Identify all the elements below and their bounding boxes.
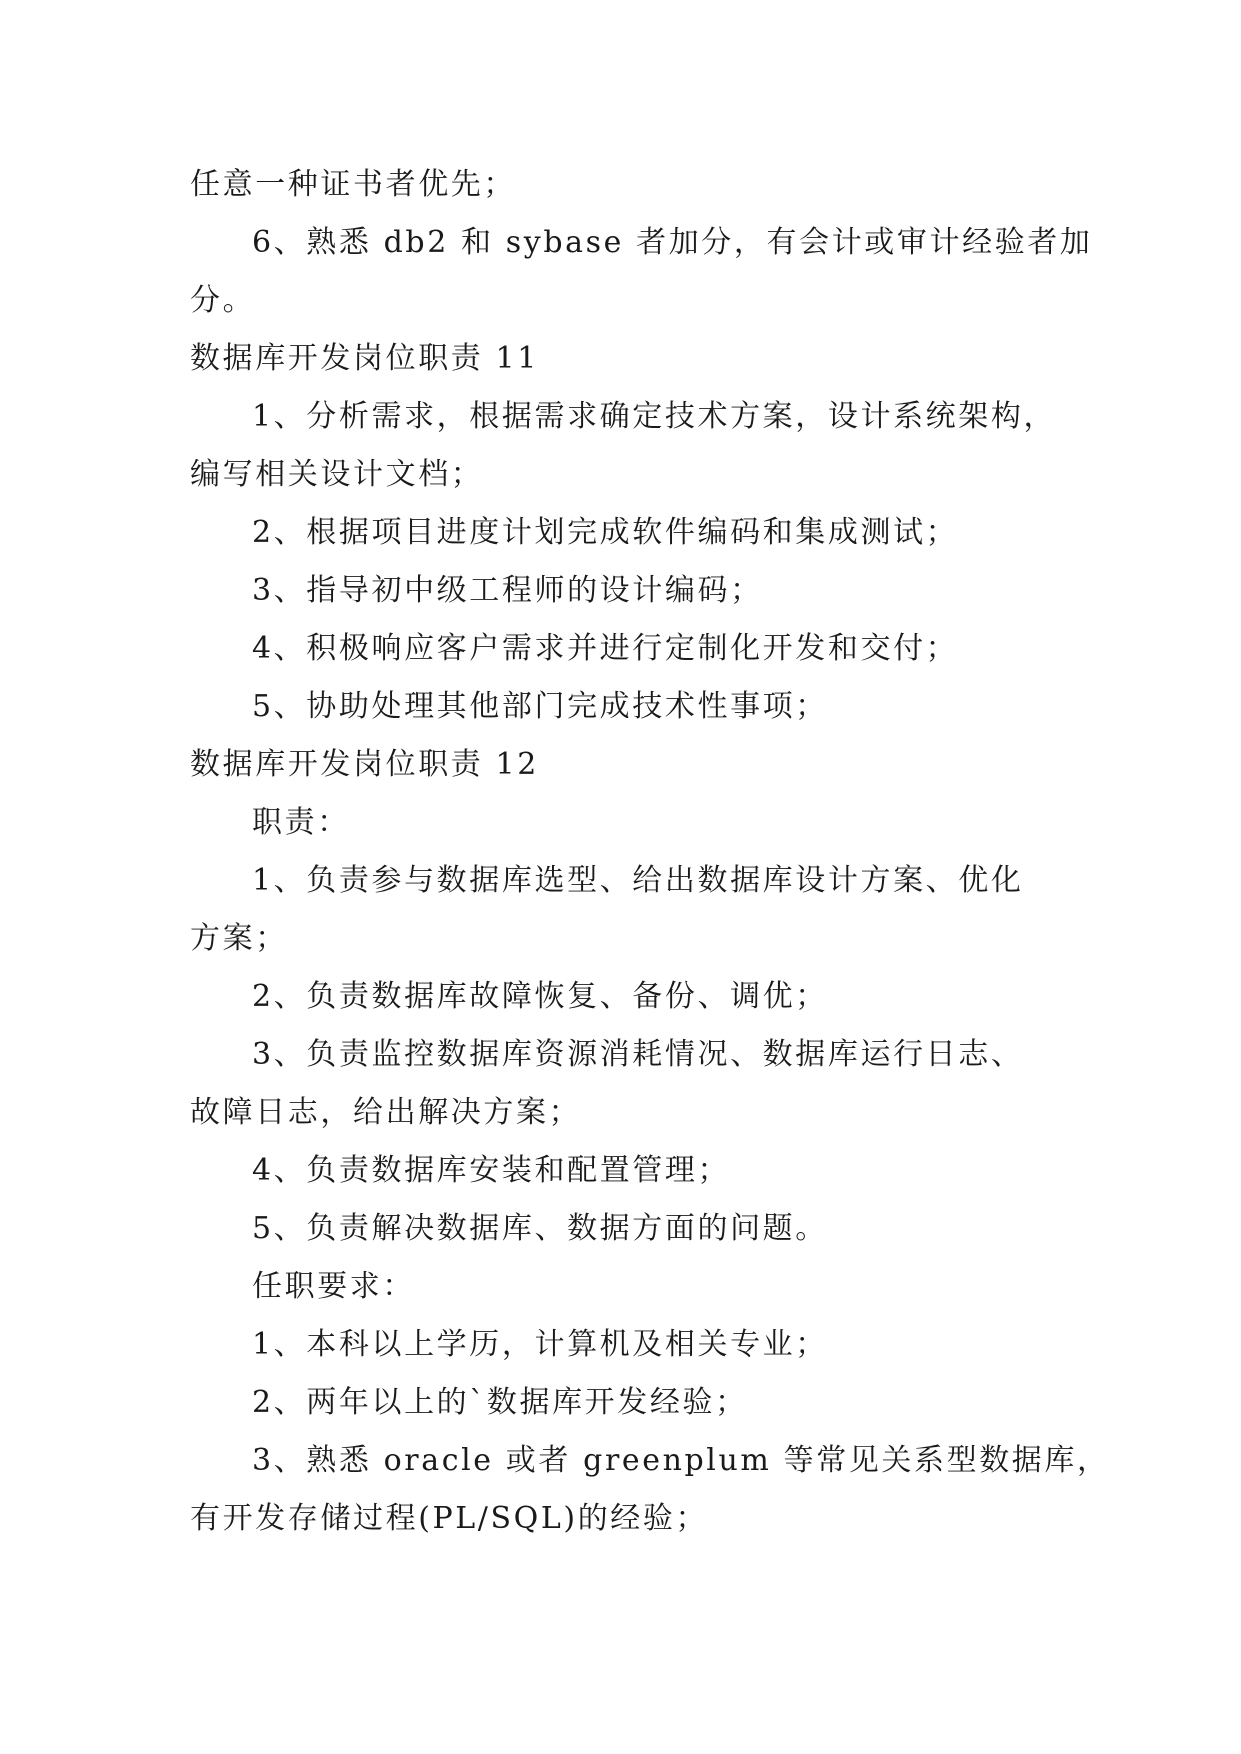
text-line: 2、两年以上的`数据库开发经验； xyxy=(252,1385,748,1420)
text-line: 2、负责数据库故障恢复、备份、调优； xyxy=(252,979,828,1014)
text-line: 任职要求： xyxy=(252,1269,415,1304)
text-line: 4、积极响应客户需求并进行定制化开发和交付； xyxy=(252,631,959,666)
text-line: 1、本科以上学历，计算机及相关专业； xyxy=(252,1327,828,1362)
text-line: 4、负责数据库安装和配置管理； xyxy=(252,1153,731,1188)
text-line: 3、熟悉 oracle 或者 greenplum 等常见关系型数据库， xyxy=(252,1443,1110,1478)
text-line: 1、分析需求，根据需求确定技术方案，设计系统架构， xyxy=(252,399,1057,434)
text-line: 5、协助处理其他部门完成技术性事项； xyxy=(252,689,828,724)
section-heading: 数据库开发岗位职责 11 xyxy=(190,341,539,376)
text-line: 5、负责解决数据库、数据方面的问题。 xyxy=(252,1211,828,1246)
text-line: 职责： xyxy=(252,805,350,840)
text-line: 1、负责参与数据库选型、给出数据库设计方案、优化 xyxy=(252,863,1024,898)
text-line: 故障日志，给出解决方案； xyxy=(190,1095,582,1130)
text-line: 有开发存储过程(PL/SQL)的经验； xyxy=(190,1501,709,1536)
text-line: 方案； xyxy=(190,921,288,956)
text-line: 任意一种证书者优先； xyxy=(190,167,516,202)
text-line: 编写相关设计文档； xyxy=(190,457,484,492)
section-heading: 数据库开发岗位职责 12 xyxy=(190,747,539,782)
text-line: 2、根据项目进度计划完成软件编码和集成测试； xyxy=(252,515,959,550)
text-line: 分。 xyxy=(190,283,256,318)
text-line: 3、负责监控数据库资源消耗情况、数据库运行日志、 xyxy=(252,1037,1024,1072)
text-line: 6、熟悉 db2 和 sybase 者加分，有会计或审计经验者加 xyxy=(252,225,1093,260)
text-line: 3、指导初中级工程师的设计编码； xyxy=(252,573,763,608)
